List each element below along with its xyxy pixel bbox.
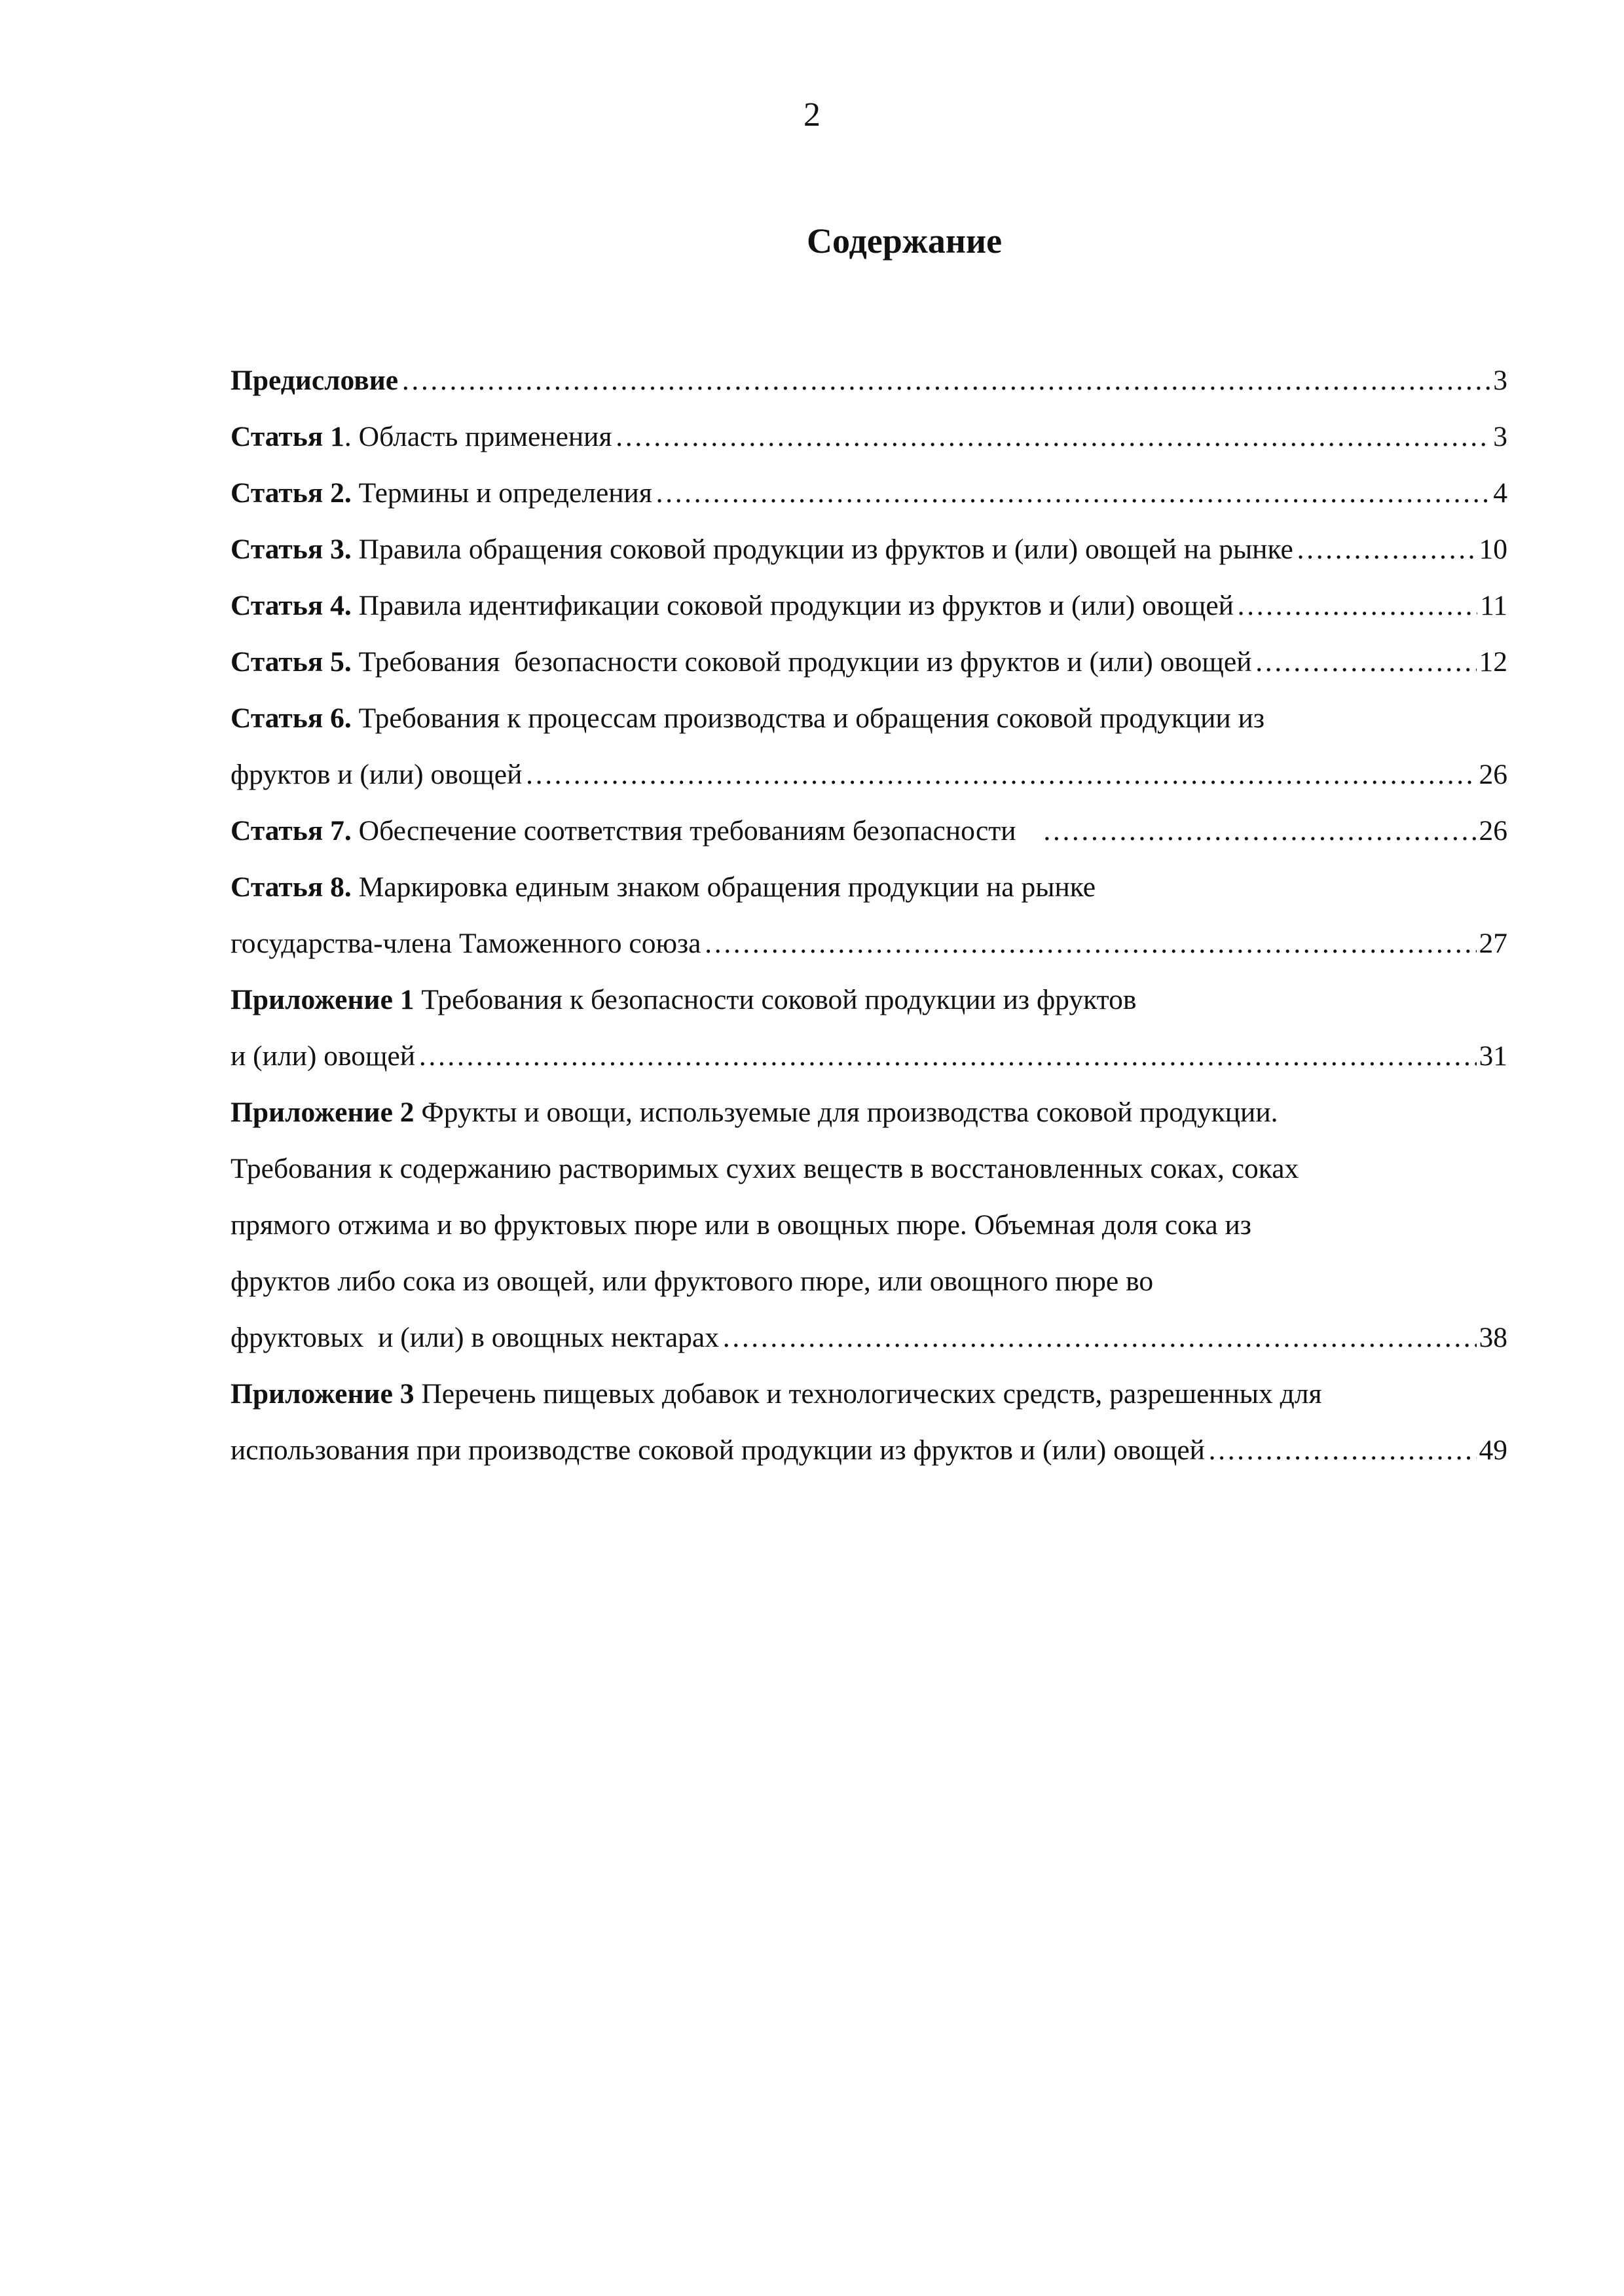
toc-entry-text: и (или) овощей (231, 1040, 416, 1072)
dot-leader (401, 352, 1490, 409)
toc-entry-label: Статья 2. (231, 477, 352, 509)
dot-leader (655, 465, 1490, 521)
toc-entry-appendix-3-cont (231, 1422, 1507, 1478)
toc-entry-label: Статья 5. (231, 646, 352, 678)
toc-entry-text: Обеспечение соответствия требованиям безопасности (351, 815, 1016, 847)
toc-entry-preface (231, 352, 1507, 409)
toc-entry-text: Требования к безопасности соковой продукции из фруктов (414, 984, 1137, 1015)
dot-leader (1255, 634, 1477, 690)
toc-entry-appendix-2-cont (231, 1140, 1507, 1197)
table-of-contents (231, 352, 1507, 1478)
toc-entry-label: Статья 7. (231, 815, 352, 847)
toc-entry-text: Требования к содержанию растворимых сухих веществ в восстановленных соках, соках (231, 1153, 1299, 1184)
toc-page-number: 3 (1493, 421, 1507, 452)
toc-entry-article-4 (231, 577, 1507, 634)
toc-entry-appendix-1 (231, 972, 1507, 1028)
toc-entry-text: Требования безопасности соковой продукции из фруктов и (или) овощей (351, 646, 1252, 678)
dot-leader (614, 409, 1490, 465)
dot-leader (1043, 803, 1477, 859)
dot-leader (1296, 521, 1477, 577)
toc-entry-text: Правила идентификации соковой продукции из фруктов и (или) овощей (351, 590, 1234, 621)
toc-entry-label: Статья 3. (231, 534, 352, 565)
dot-leader (418, 1028, 1476, 1084)
toc-entry-article-7 (231, 803, 1507, 859)
toc-entry-appendix-1-cont (231, 1028, 1507, 1084)
dot-leader (722, 1309, 1477, 1366)
toc-page-number: 12 (1479, 646, 1507, 678)
toc-page-number: 31 (1479, 1040, 1507, 1072)
toc-page-number: 11 (1480, 590, 1507, 621)
toc-entry-appendix-2-cont (231, 1309, 1507, 1366)
toc-entry-text: фруктов и (или) овощей (231, 759, 523, 790)
toc-entry-text: Перечень пищевых добавок и технологических средств, разрешенных для (414, 1378, 1322, 1410)
toc-page-number: 26 (1479, 759, 1507, 790)
toc-entry-label: Статья 6. (231, 702, 352, 734)
toc-entry-appendix-2-cont (231, 1197, 1507, 1253)
toc-entry-label: Статья 8. (231, 871, 352, 903)
toc-entry-article-6 (231, 690, 1507, 746)
toc-page-number: 49 (1479, 1434, 1507, 1466)
dot-leader (703, 915, 1476, 972)
toc-entry-article-6-cont (231, 746, 1507, 803)
toc-entry-article-1 (231, 409, 1507, 465)
toc-entry-article-8 (231, 859, 1507, 915)
toc-entry-appendix-2-cont (231, 1253, 1507, 1309)
toc-entry-text: . Область применения (344, 421, 612, 452)
toc-entry-text: прямого отжима и во фруктовых пюре или в овощных пюре. Объемная доля сока из (231, 1209, 1251, 1241)
toc-entry-label: Предисловие (231, 365, 399, 396)
toc-page-number: 3 (1493, 365, 1507, 396)
toc-entry-text: Требования к процессам производства и обращения соковой продукции из (351, 702, 1265, 734)
toc-page-number: 27 (1479, 928, 1507, 959)
toc-page-number: 38 (1479, 1322, 1507, 1353)
toc-entry-label: Приложение 1 (231, 984, 415, 1015)
toc-entry-text: использования при производстве соковой продукции из фруктов и (или) овощей (231, 1434, 1205, 1466)
toc-entry-article-3 (231, 521, 1507, 577)
toc-entry-text: фруктов либо сока из овощей, или фруктового пюре, или овощного пюре во (231, 1266, 1154, 1297)
toc-entry-text: Фрукты и овощи, используемые для производства соковой продукции. (414, 1097, 1278, 1128)
toc-entry-label: Статья 1 (231, 421, 344, 452)
toc-entry-article-8-cont (231, 915, 1507, 972)
toc-entry-appendix-3 (231, 1366, 1507, 1422)
toc-page-number: 10 (1479, 534, 1507, 565)
dot-leader (1236, 577, 1477, 634)
toc-entry-article-2 (231, 465, 1507, 521)
toc-page-number: 4 (1493, 477, 1507, 509)
dot-leader (1208, 1422, 1477, 1478)
toc-entry-text: Маркировка единым знаком обращения продукции на рынке (351, 871, 1096, 903)
toc-entry-label: Приложение 3 (231, 1378, 415, 1410)
dot-leader (525, 746, 1476, 803)
toc-page-number: 26 (1479, 815, 1507, 847)
toc-entry-text: Термины и определения (351, 477, 652, 509)
toc-title: Содержание (807, 221, 1003, 261)
toc-entry-text: Правила обращения соковой продукции из фруктов и (или) овощей на рынке (351, 534, 1293, 565)
page-number: 2 (803, 96, 821, 134)
toc-entry-appendix-2 (231, 1084, 1507, 1140)
toc-entry-text: государства-члена Таможенного союза (231, 928, 701, 959)
toc-entry-label: Статья 4. (231, 590, 352, 621)
toc-entry-label: Приложение 2 (231, 1097, 415, 1128)
toc-entry-article-5 (231, 634, 1507, 690)
toc-entry-text: фруктовых и (или) в овощных нектарах (231, 1322, 719, 1353)
